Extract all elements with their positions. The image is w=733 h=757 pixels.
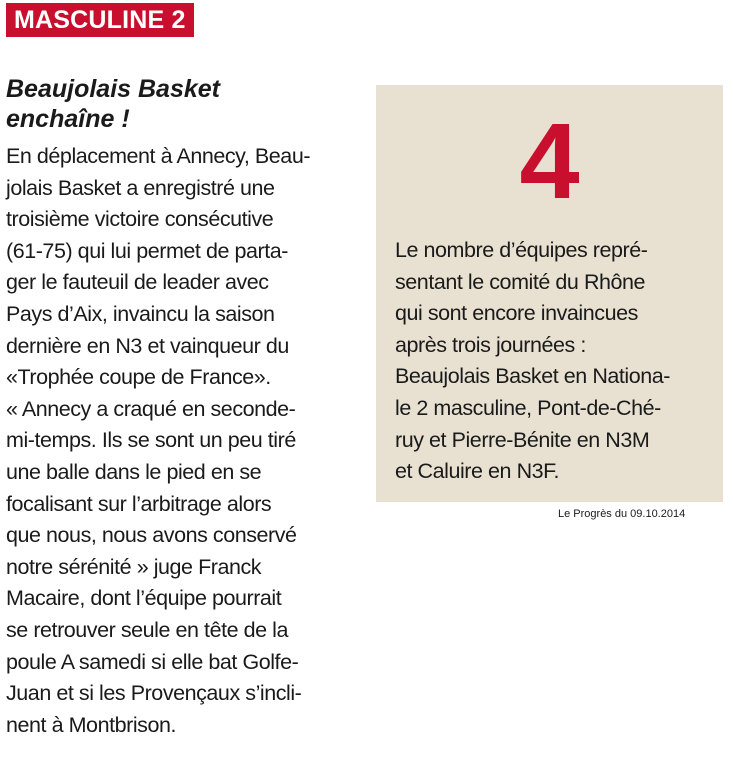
article-line: «Trophée coupe de France». bbox=[6, 365, 271, 390]
factbox bbox=[376, 85, 723, 502]
article-line: dernière en N3 et vainqueur du bbox=[6, 333, 289, 358]
article-line: En déplacement à Annecy, Beau- bbox=[6, 144, 311, 168]
factbox-line: qui sont encore invaincues bbox=[395, 301, 638, 326]
article-line: poule A samedi si elle bat Golfe- bbox=[6, 649, 299, 674]
factbox-line: et Caluire en N3F. bbox=[395, 459, 559, 484]
factbox-line: le 2 masculine, Pont-de-Ché- bbox=[395, 395, 661, 420]
factbox-number: 4 bbox=[519, 100, 580, 221]
article-line: que nous, nous avons conservé bbox=[6, 523, 297, 548]
headline-line: enchaîne ! bbox=[6, 105, 130, 133]
article-line: « Annecy a craqué en seconde- bbox=[6, 396, 296, 421]
factbox-line: ruy et Pierre-Bénite en N3M bbox=[395, 427, 650, 452]
article-line: Macaire, dont l’équipe pourrait bbox=[6, 586, 282, 611]
article-line: troisième victoire consécutive bbox=[6, 207, 274, 232]
factbox-line: Le nombre d’équipes repré- bbox=[395, 238, 648, 262]
factbox-text bbox=[395, 235, 715, 488]
article-line: jolais Basket a enregistré une bbox=[6, 175, 275, 200]
article-body bbox=[6, 141, 356, 741]
article-line: mi-temps. Ils se sont un peu tiré bbox=[6, 428, 296, 453]
article-line: une balle dans le pied en se bbox=[6, 459, 262, 484]
source-credit: Le Progrès du 09.10.2014 bbox=[558, 508, 686, 520]
article-line: focalisant sur l’arbitrage alors bbox=[6, 491, 272, 516]
article-line: nent à Montbrison. bbox=[6, 712, 176, 737]
article-line: Pays d’Aix, invaincu la saison bbox=[6, 301, 275, 326]
article-line: notre sérénité » juge Franck bbox=[6, 554, 262, 579]
headline bbox=[6, 74, 346, 134]
factbox-line: Beaujolais Basket en Nationa- bbox=[395, 364, 670, 389]
article-line: se retrouver seule en tête de la bbox=[6, 617, 289, 642]
article-line: ger le fauteuil de leader avec bbox=[6, 270, 269, 295]
factbox-line: après trois journées : bbox=[395, 332, 586, 357]
section-tag: MASCULINE 2 bbox=[6, 3, 194, 37]
article-line: Juan et si les Provençaux s’incli- bbox=[6, 681, 302, 706]
article-line: (61-75) qui lui permet de parta- bbox=[6, 238, 288, 263]
headline-line: Beaujolais Basket bbox=[6, 75, 220, 103]
factbox-line: sentant le comité du Rhône bbox=[395, 269, 646, 294]
